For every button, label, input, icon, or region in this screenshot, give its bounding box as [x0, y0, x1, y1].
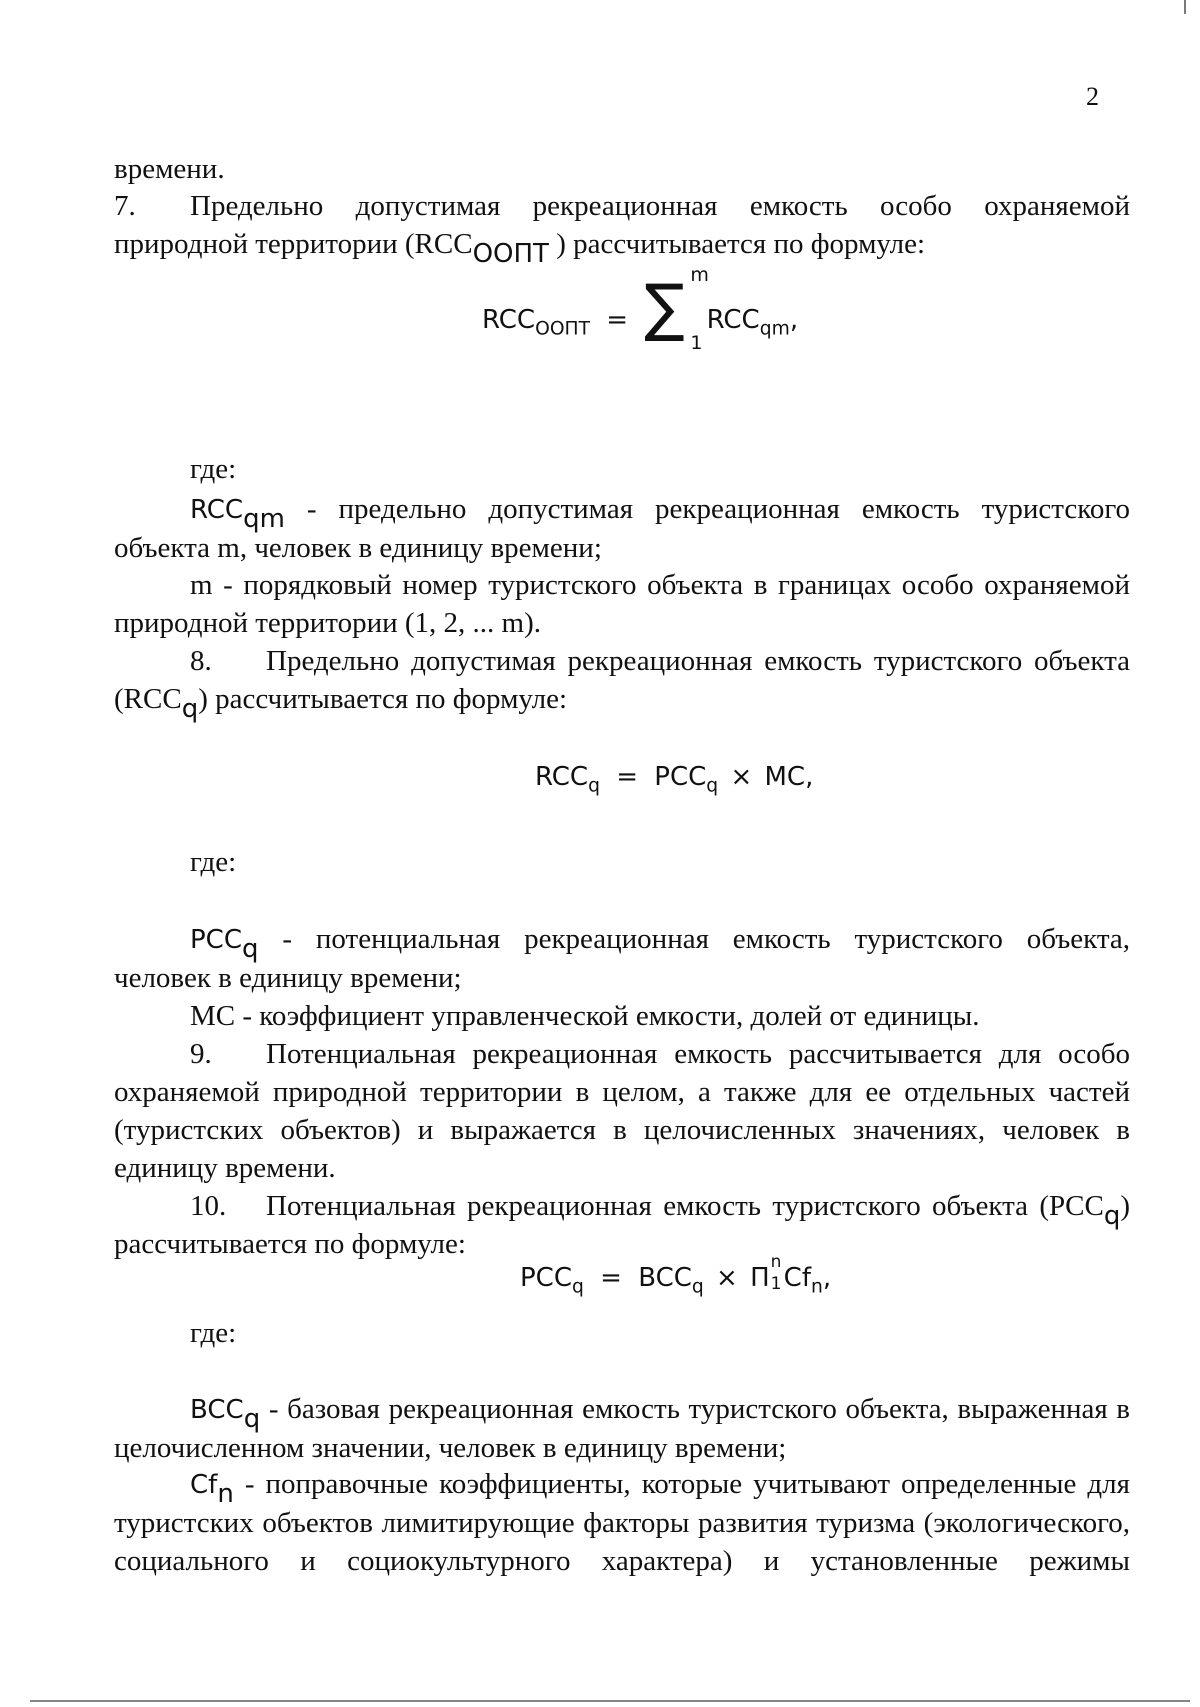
formula-2-lhs: RCC	[535, 762, 589, 792]
formula-2-b: MC	[764, 762, 806, 792]
definition-pccq	[114, 920, 1130, 997]
definition-cfn-subscript: n	[217, 1479, 234, 1510]
formula-2-comma: ,	[805, 762, 814, 792]
formula-3-lhs: PCC	[520, 1263, 572, 1293]
definition-cfn-text: - поправочные коэффициенты, которые учитывают определенные для туристских объектов лимитирующие факторы развития туризма (экологического, социального и социокультурного характера) и установленные режимы	[114, 1468, 1130, 1577]
paragraph-8	[114, 642, 1130, 725]
definition-cfn	[114, 1465, 1130, 1580]
product-upper-limit: n	[770, 1252, 782, 1272]
definition-pccq-symbol: PCC	[190, 925, 242, 955]
formula-3-times: ×	[716, 1263, 738, 1293]
formula-3-comma: ,	[822, 1263, 832, 1293]
where-label-1: где:	[190, 453, 237, 485]
formula-rccq	[535, 762, 814, 797]
definition-rccqm	[114, 490, 1130, 567]
definition-rccqm-subscript: qm	[243, 504, 285, 535]
formula-3-b-sub: n	[810, 1276, 823, 1298]
definition-bccq-text: - базовая рекреационная емкость туристского объекта, выраженная в целочисленном значении, человек в единицу времени;	[114, 1393, 1130, 1464]
definition-bccq-subscript: q	[243, 1404, 261, 1435]
sum-lower-limit: 1	[690, 332, 703, 354]
formula-1-lhs-sub: ООПТ	[535, 318, 591, 340]
paragraph-9-number: 9.	[190, 1038, 212, 1070]
paragraph-10-number: 10.	[190, 1190, 227, 1222]
formula-1-equals: =	[606, 305, 629, 335]
paragraph-7-subscript: ООПТ	[472, 239, 549, 270]
paragraph-10	[114, 1187, 1130, 1263]
scan-bottom-edge	[30, 1700, 1190, 1702]
paragraph-7-text-a: Предельно допустимая рекреационная емкость особо охраняемой природной территории (RCC	[114, 190, 1130, 260]
paragraph-7-text-b: ) рассчитывается по формуле:	[548, 228, 926, 260]
definition-pccq-text: - потенциальная рекреационная емкость туристского объекта, человек в единицу времени;	[114, 923, 1130, 994]
product-lower-limit: 1	[770, 1274, 782, 1294]
paragraph-8-subscript: q	[181, 694, 199, 725]
page-number: 2	[1086, 82, 1099, 111]
paragraph-10-text-b: ) рассчитывается по формуле:	[114, 1190, 1130, 1260]
paragraph-continuation: времени.	[114, 153, 225, 185]
definition-m-text: - порядковый номер туристского объекта в границах особо охраняемой природной территории (1, 2, ... m).	[114, 569, 1130, 639]
formula-1-lhs: RCC	[482, 305, 536, 335]
definition-bccq	[114, 1390, 1130, 1467]
paragraph-7-number: 7.	[114, 190, 136, 222]
paragraph-9	[114, 1035, 1130, 1187]
paragraph-8-text-b: ) рассчитывается по формуле:	[198, 683, 568, 715]
formula-3-a: BCC	[638, 1263, 692, 1293]
paragraph-7	[114, 187, 1130, 270]
definition-rccqm-text: - предельно допустимая рекреационная емкость туристского объекта m, человек в единицу времени;	[114, 493, 1130, 564]
definition-rccqm-symbol: RCC	[190, 495, 244, 525]
where-label-2: где:	[190, 846, 237, 878]
paragraph-9-text: Потенциальная рекреационная емкость рассчитывается для особо охраняемой природной территории в целом, а также для ее отдельных частей (туристских объектов) и выражается в целочисленных значениях, человек в единицу времени.	[114, 1038, 1130, 1184]
definition-cfn-symbol: Cf	[190, 1470, 218, 1500]
formula-3-lhs-sub: q	[572, 1276, 584, 1298]
formula-1-term-sub: qm	[759, 318, 790, 340]
product-symbol: Π	[750, 1263, 770, 1293]
paragraph-10-text-a: Потенциальная рекреационная емкость туристского объекта (PCC	[266, 1190, 1104, 1222]
definition-mc: МС - коэффициент управленческой емкости, долей от единицы.	[190, 1000, 980, 1032]
definition-bccq-symbol: BCC	[190, 1395, 244, 1425]
formula-3-equals: =	[600, 1263, 622, 1293]
paragraph-10-subscript: q	[1103, 1201, 1121, 1232]
formula-pccq	[520, 1252, 832, 1298]
sum-upper-limit: m	[690, 264, 709, 286]
formula-3-a-sub: q	[691, 1276, 704, 1298]
formula-2-times: ×	[730, 762, 753, 792]
definition-m-symbol: m	[190, 569, 213, 601]
definition-pccq-subscript: q	[242, 934, 259, 965]
formula-2-a: PCC	[654, 762, 707, 792]
scan-top-mark	[1184, 0, 1186, 14]
formula-2-equals: =	[616, 762, 639, 792]
paragraph-8-number: 8.	[190, 645, 212, 677]
formula-1-term: RCC	[706, 305, 760, 335]
formula-2-lhs-sub: q	[588, 775, 600, 797]
formula-rcc-oopt	[482, 264, 799, 354]
definition-m	[114, 566, 1130, 642]
sum-symbol: ∑	[644, 271, 685, 345]
formula-1-comma: ,	[789, 305, 799, 335]
formula-3-b: Cf	[783, 1263, 811, 1293]
paragraph-8-text-a: Предельно допустимая рекреационная емкость туристского объекта (RCC	[114, 645, 1130, 715]
where-label-3: где:	[190, 1317, 237, 1349]
formula-2-a-sub: q	[706, 775, 719, 797]
